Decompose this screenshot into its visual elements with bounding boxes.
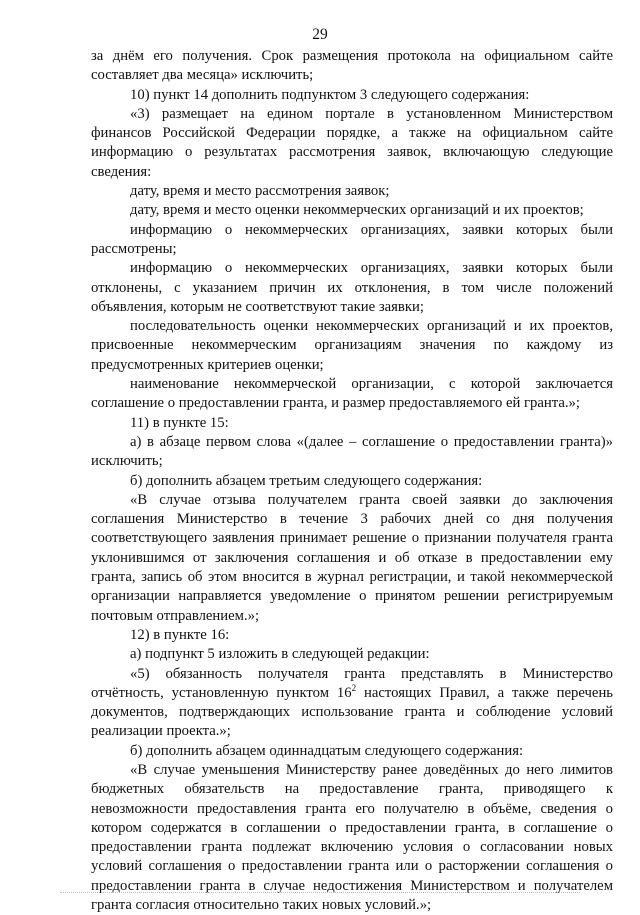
paragraph — [91, 665, 613, 742]
paragraph-text-start: «5) обязанность получателя гранта представлять в Министерство отчётность, установленную пунктом 16 — [91, 665, 613, 701]
paragraph: «В случае уменьшения Министерству ранее доведённых до него лимитов бюджетных обязательств на предоставление гранта, приводящего к невозможности предоставления гранта его получателю в объёме, сведения о котором содержатся в соглашении о предоставлении гранта, в соглашение о предоставлении гранта подлежат включению условия о согласовании новых условий соглашения о предоставлении гранта или о расторжении соглашения о предоставлении гранта в случае недостижения Министерством и получателем гранта согласия относительно таких новых условий.»; — [91, 761, 613, 914]
paragraph-text-end: настоящих Правил, а также перечень документов, подтверждающих использование гранта и соблюдение условий реализации проекта.»; — [91, 684, 613, 740]
paragraph: «В случае отзыва получателем гранта своей заявки до заключения соглашения Министерство в течение 3 рабочих дней со дня получения соответствующего заявления принимает решение о признании получателя гранта уклонившимся от заключения соглашения и об отказе в предоставлении ему гранта, запись об этом вносится в журнал регистрации, и такой некоммерческой организации направляется уведомление о принятом решении регистрируемым почтовым отправлением.»; — [91, 491, 613, 624]
paragraph: б) дополнить абзацем одиннадцатым следующего содержания: — [130, 742, 524, 759]
paragraph: а) в абзаце первом слова «(далее – соглашение о предоставлении гранта)» исключить; — [91, 433, 613, 470]
paragraph: 10) пункт 14 дополнить подпунктом 3 следующего содержания: — [130, 86, 530, 103]
paragraph: б) дополнить абзацем третьим следующего содержания: — [130, 472, 483, 489]
paragraph: 11) в пункте 15: — [130, 414, 229, 431]
superscript: 2 — [351, 682, 357, 693]
paragraph: дату, время и место оценки некоммерческих организаций и их проектов; — [130, 202, 584, 219]
paragraph: наименование некоммерческой организации, с которой заключается соглашение о предоставлении гранта, и размер предоставляемого ей гранта.»; — [91, 376, 613, 412]
paragraph: за днём его получения. Срок размещения протокола на официальном сайте составляет два месяца» исключить; — [91, 48, 613, 84]
paragraph: информацию о некоммерческих организациях, заявки которых были рассмотрены; — [91, 221, 613, 257]
paragraph: последовательность оценки некоммерческих организаций и их проектов, присвоенные некоммерческим организациям значения по каждому из предусмотренных критериев оценки; — [91, 318, 613, 373]
paragraph: «3) размещает на едином портале в установленном Министерством финансов Российской Федерации порядке, а также на официальном сайте информацию о результатах рассмотрения заявок, включающую следующие сведения: — [91, 105, 613, 180]
paragraph: информацию о некоммерческих организациях, заявки которых были отклонены, с указанием причин их отклонения, в том числе положений объявления, которым не соответствуют такие заявки; — [91, 260, 613, 315]
document-body — [91, 47, 613, 915]
paragraph: дату, время и место рассмотрения заявок; — [130, 183, 390, 200]
paragraph: 12) в пункте 16: — [130, 626, 230, 643]
scan-edge-mark — [60, 892, 580, 895]
page-number: 29 — [312, 26, 328, 43]
paragraph: а) подпункт 5 изложить в следующей редакции: — [130, 646, 430, 663]
